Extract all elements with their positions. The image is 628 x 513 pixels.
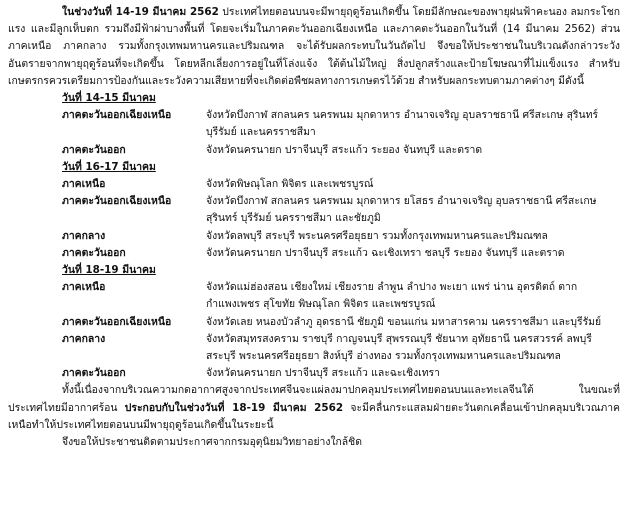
closing-text-2: จะมีคลื่นกระแสลมฝ่ายตะวันตกเคลื่อนเข้าปกคลุมบริเวณภาคเหนือทำให้ประเทศไทยตอนบนมีพายุฤดูร้อนเกิดขึ้นในระยะนี้ bbox=[8, 401, 620, 431]
region-row bbox=[8, 279, 620, 313]
day-section-3 bbox=[8, 262, 620, 382]
province-list: จังหวัดนครนายก ปราจีนบุรี สระแก้ว ระยอง จันทบุรี และตราด bbox=[206, 143, 483, 156]
region-row bbox=[8, 176, 620, 193]
day-heading: วันที่ 18-19 มีนาคม bbox=[62, 264, 156, 277]
region-name: ภาคตะวันออกเฉียงเหนือ bbox=[62, 109, 172, 122]
province-list: จังหวัดลพบุรี สระบุรี พระนครศรีอยุธยา รวมทั้งกรุงเทพมหานครและปริมณฑล bbox=[206, 229, 548, 242]
region-name: ภาคตะวันออก bbox=[62, 246, 126, 259]
region-row bbox=[8, 245, 620, 262]
province-list: จังหวัดบึงกาฬ สกลนคร นครพนม มุกดาหาร ยโสธร อำนาจเจริญ อุบลราชธานี ศรีสะเกษ สุรินทร์ บุรีรัมย์ นครราชสีมา และชัยภูมิ bbox=[206, 195, 597, 225]
province-list: จังหวัดนครนายก ปราจีนบุรี สระแก้ว และฉะเชิงเทรา bbox=[206, 367, 440, 380]
day-section-2 bbox=[8, 159, 620, 262]
region-row bbox=[8, 314, 620, 331]
closing-text-1: ทั้งนี้เนื่องจากบริเวณความกดอากาศสูงจากประเทศจีนจะแผ่ลงมาปกคลุมประเทศไทยตอนบนและทะเลจีนใต้ ในขณะที่ประเทศไทยมีอากาศร้อน bbox=[8, 384, 620, 414]
province-list: จังหวัดเลย หนองบัวลำภู อุดรธานี ชัยภูมิ ขอนแก่น มหาสารคาม นครราชสีมา และบุรีรัมย์ bbox=[206, 315, 602, 328]
closing-bold: ประกอบกับในช่วงวันที่ 18-19 มีนาคม 2562 bbox=[124, 401, 344, 414]
closing-paragraph bbox=[8, 382, 620, 434]
province-list: จังหวัดสมุทรสงคราม ราชบุรี กาญจนบุรี สุพรรณบุรี ชัยนาท อุทัยธานี นครสวรรค์ ลพบุรี สระบุรี พระนครศรีอยุธยา สิงห์บุรี อ่างทอง รวมทั้งกรุงเทพมหานครและปริมณฑล bbox=[206, 332, 592, 363]
province-list: จังหวัดบึงกาฬ สกลนคร นครพนม มุกดาหาร อำนาจเจริญ อุบลราชธานี ศรีสะเกษ สุรินทร์ บุรีรัมย์ และนครราชสีมา bbox=[206, 109, 599, 139]
region-row bbox=[8, 107, 620, 141]
region-row bbox=[8, 193, 620, 227]
region-name: ภาคตะวันออกเฉียงเหนือ bbox=[62, 195, 172, 208]
province-list: จังหวัดแม่ฮ่องสอน เชียงใหม่ เชียงราย ลำพูน ลำปาง พะเยา แพร่ น่าน อุตรดิตถ์ ตาก กำแพงเพชร สุโขทัย พิษณุโลก พิจิตร และเพชรบูรณ์ bbox=[206, 281, 578, 311]
final-paragraph: จึงขอให้ประชาชนติดตามประกาศจากกรมอุตุนิยมวิทยาอย่างใกล้ชิด bbox=[62, 436, 362, 449]
day-section-1 bbox=[8, 90, 620, 159]
region-name: ภาคกลาง bbox=[62, 229, 106, 242]
day-heading: วันที่ 16-17 มีนาคม bbox=[62, 160, 156, 173]
region-row bbox=[8, 365, 620, 382]
region-row bbox=[8, 228, 620, 245]
intro-lead: ในช่วงวันที่ 14-19 มีนาคม 2562 bbox=[62, 6, 219, 18]
region-name: ภาคเหนือ bbox=[62, 178, 106, 191]
province-list: จังหวัดนครนายก ปราจีนบุรี สระแก้ว ฉะเชิงเทรา ชลบุรี ระยอง จันทบุรี และตราด bbox=[206, 246, 565, 259]
intro-body: ประเทศไทยตอนบนจะมีพายุฤดูร้อนเกิดขึ้น โดยมีลักษณะของพายุฝนฟ้าคะนอง ลมกระโชกแรง และมีลูกเห็บตก รวมถึงมีฟ้าผ่าบางพื้นที่ โดยจะเริ่มในภาคตะวันออกเฉียงเหนือ และภาคตะวันออกในวันที่ (14 มีนาคม 2562) ส่วนภาคเหนือ ภาคกลาง รวมทั้งกรุงเทพมหานครและปริมณฑล จะได้รับผลกระทบในวันถัดไป จึงขอให้ประชาชนในบริเวณดังกล่าวระวังอันตรายจากพายุฤดูร้อนที่จะเกิดขึ้น โดยหลีกเลี่ยงการอยู่ในที่โล่งแจ้ง ใต้ต้นไม้ใหญ่ สิ่งปลูกสร้างและป้ายโฆษณาที่ไม่แข็งแรง สำหรับเกษตรกรควรเตรียมการป้องกันและระวังความเสียหายที่จะเกิดต่อพืชผลทางการเกษตรไว้ด้วย สำหรับผลกระทบตามภาคต่างๆ มีดังนี้ bbox=[8, 6, 621, 87]
region-row bbox=[8, 142, 620, 159]
region-row bbox=[8, 331, 620, 365]
region-name: ภาคเหนือ bbox=[62, 281, 106, 294]
region-name: ภาคตะวันออก bbox=[62, 143, 126, 156]
intro-paragraph bbox=[8, 4, 620, 90]
region-name: ภาคตะวันออกเฉียงเหนือ bbox=[62, 315, 172, 328]
day-heading: วันที่ 14-15 มีนาคม bbox=[62, 92, 156, 105]
province-list: จังหวัดพิษณุโลก พิจิตร และเพชรบูรณ์ bbox=[206, 178, 374, 191]
region-name: ภาคตะวันออก bbox=[62, 367, 126, 380]
region-name: ภาคกลาง bbox=[62, 332, 106, 345]
